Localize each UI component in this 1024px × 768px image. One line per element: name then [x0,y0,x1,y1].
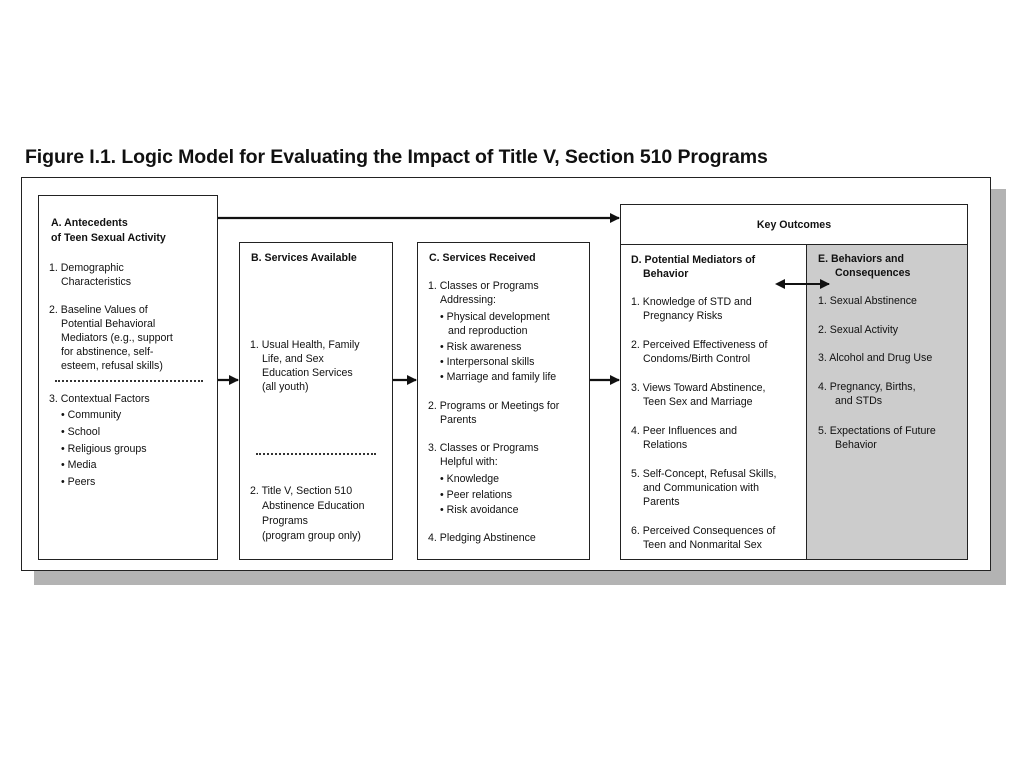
box-c-line: • Peer relations [440,489,513,501]
box-a-line: Potential Behavioral [61,318,156,330]
box-c-line: Helpful with: [440,456,498,468]
box-b-line: 2. Title V, Section 510 [250,485,353,497]
box-e-title-1: E. Behaviors and [818,253,904,265]
box-b-line: Life, and Sex [262,353,324,365]
box-a-line: • Religious groups [61,443,147,455]
box-d-title-1: D. Potential Mediators of [631,254,756,266]
box-d-line: Condoms/Birth Control [643,353,751,365]
box-a-line: • School [61,426,101,438]
box-c-line: 4. Pledging Abstinence [428,532,536,544]
box-d-line: 1. Knowledge of STD and [631,296,752,308]
box-e-line: 5. Expectations of Future [818,425,936,437]
box-c-line: • Risk awareness [440,341,522,353]
box-b-line: Abstinence Education [262,500,365,512]
box-a-line: 3. Contextual Factors [49,393,150,405]
box-d-line: 3. Views Toward Abstinence, [631,382,766,394]
box-a-line: 1. Demographic [49,262,124,274]
box-a-title-1: A. Antecedents [51,217,128,229]
box-c-line: and reproduction [448,325,528,337]
box-e-title-2: Consequences [835,267,911,279]
box-d-line: Parents [643,496,680,508]
box-c-line: • Marriage and family life [440,371,557,383]
box-d-line: 6. Perceived Consequences of [631,525,776,537]
box-c-line: 1. Classes or Programs [428,280,539,292]
box-d-line: 4. Peer Influences and [631,425,738,437]
box-b-title: B. Services Available [251,252,357,264]
box-c-line: Addressing: [440,294,496,306]
box-d-line: 5. Self-Concept, Refusal Skills, [631,468,777,480]
box-b-line: Programs [262,515,308,527]
box-a-line: for abstinence, self- [61,346,154,358]
box-a-line: • Community [61,409,122,421]
box-e-line: Behavior [835,439,877,451]
box-a-line: • Peers [61,476,96,488]
box-a-line: • Media [61,459,97,471]
box-d-line: Teen and Nonmarital Sex [643,539,762,551]
box-d-line: and Communication with [643,482,759,494]
box-b-line: (program group only) [262,530,361,542]
box-c-line: Parents [440,414,477,426]
box-e-line: 2. Sexual Activity [818,324,899,336]
figure-title: Figure I.1. Logic Model for Evaluating the Impact of Title V, Section 510 Programs [25,146,768,168]
box-e-line: and STDs [835,395,883,407]
box-e-line: 3. Alcohol and Drug Use [818,352,933,364]
box-d-line: 2. Perceived Effectiveness of [631,339,768,351]
box-c-line: • Physical development [440,311,550,323]
box-c-title: C. Services Received [429,252,536,264]
box-c-line: • Knowledge [440,473,500,485]
box-b-line: Education Services [262,367,353,379]
box-d-line: Pregnancy Risks [643,310,723,322]
box-c-line: 3. Classes or Programs [428,442,539,454]
box-a-line: Mediators (e.g., support [61,332,173,344]
box-c-line: • Risk avoidance [440,504,519,516]
box-c-line: 2. Programs or Meetings for [428,400,560,412]
key-outcomes-label: Key Outcomes [756,219,832,231]
box-a-line: 2. Baseline Values of [49,304,148,316]
box-a-title-2: of Teen Sexual Activity [51,232,166,244]
box-a-line: Characteristics [61,276,132,288]
box-b-line: 1. Usual Health, Family [250,339,360,351]
box-d-line: Relations [643,439,688,451]
box-d-line: Teen Sex and Marriage [643,396,753,408]
box-c-line: • Interpersonal skills [440,356,535,368]
box-e-line: 4. Pregnancy, Births, [818,381,916,393]
box-a-line: esteem, refusal skills) [61,360,163,372]
box-b-line: (all youth) [262,381,309,393]
box-d-title-2: Behavior [643,268,689,280]
box-e-line: 1. Sexual Abstinence [818,295,917,307]
